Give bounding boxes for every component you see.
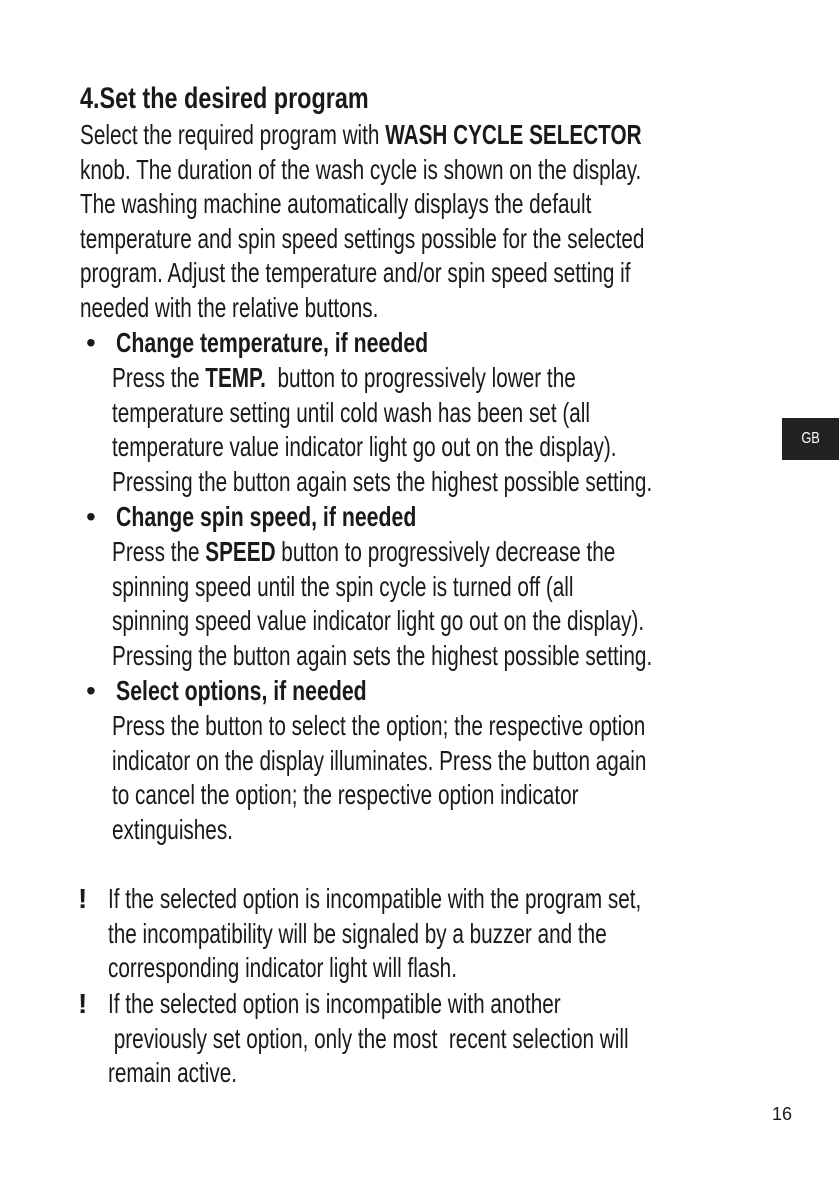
text-line: spinning speed value indicator light go out on the display).: [112, 605, 645, 637]
text-line: previously set option, only the most recent selection will: [108, 1022, 629, 1054]
text-line: the incompatibility will be signaled by a buzzer and the: [108, 917, 607, 949]
text-line: temperature and spin speed settings possible for the selected: [80, 222, 645, 254]
text-line: remain active.: [108, 1057, 237, 1089]
text-line: Select the required program with WASH CYCLE SELECTOR: [80, 119, 642, 150]
text-line: Press the TEMP. button to progressively lower the: [112, 362, 576, 393]
bullet-heading-options: • Select options, if needed: [86, 675, 367, 706]
text-line: Pressing the button again sets the highest possible setting.: [112, 639, 653, 671]
bullet-heading-temperature: • Change temperature, if needed: [86, 327, 429, 358]
text-line: The washing machine automatically displays the default: [80, 188, 592, 220]
text-line: indicator on the display illuminates. Press the button again: [112, 744, 647, 776]
text-line: temperature value indicator light go out on the display).: [112, 431, 617, 463]
bullet-body-temperature: [112, 361, 792, 499]
intro-paragraph: [80, 118, 780, 326]
bullet-heading-spin-speed: • Change spin speed, if needed: [86, 501, 417, 532]
text-line: If the selected option is incompatible with the program set,: [108, 883, 642, 914]
bullet-icon: •: [86, 675, 96, 706]
text-line: If the selected option is incompatible with another: [108, 988, 561, 1019]
text-line: needed with the relative buttons.: [80, 291, 379, 323]
text-line: extinguishes.: [112, 813, 233, 845]
bullet-icon: •: [86, 327, 96, 358]
speed-button-term: SPEED: [205, 536, 276, 567]
text-line: temperature setting until cold wash has been set (all: [112, 396, 590, 428]
page-number: 16: [772, 1104, 793, 1124]
bullet-body-spin-speed: [112, 535, 792, 673]
text-line: spinning speed until the spin cycle is turned off (all: [112, 570, 574, 602]
exclamation-icon: !: [78, 988, 88, 1019]
text-line: Press the button to select the option; the respective option: [112, 710, 646, 741]
text-line: Press the SPEED button to progressively decrease the: [112, 536, 616, 567]
text-line: knob. The duration of the wash cycle is shown on the display.: [80, 153, 642, 185]
bullet-icon: •: [86, 501, 96, 532]
text-line: to cancel the option; the respective option indicator: [112, 779, 579, 811]
language-tab: GB: [782, 418, 839, 460]
section-title: 4.Set the desired program: [80, 82, 369, 115]
text-line: Pressing the button again sets the highest possible setting.: [112, 465, 653, 497]
text-line: program. Adjust the temperature and/or spin speed setting if: [80, 257, 631, 289]
bullet-body-options: [112, 709, 792, 847]
temp-button-term: TEMP.: [205, 362, 266, 393]
exclamation-icon: !: [78, 883, 88, 914]
wash-cycle-selector-term: WASH CYCLE SELECTOR: [385, 119, 642, 150]
text-line: corresponding indicator light will flash.: [108, 952, 457, 984]
